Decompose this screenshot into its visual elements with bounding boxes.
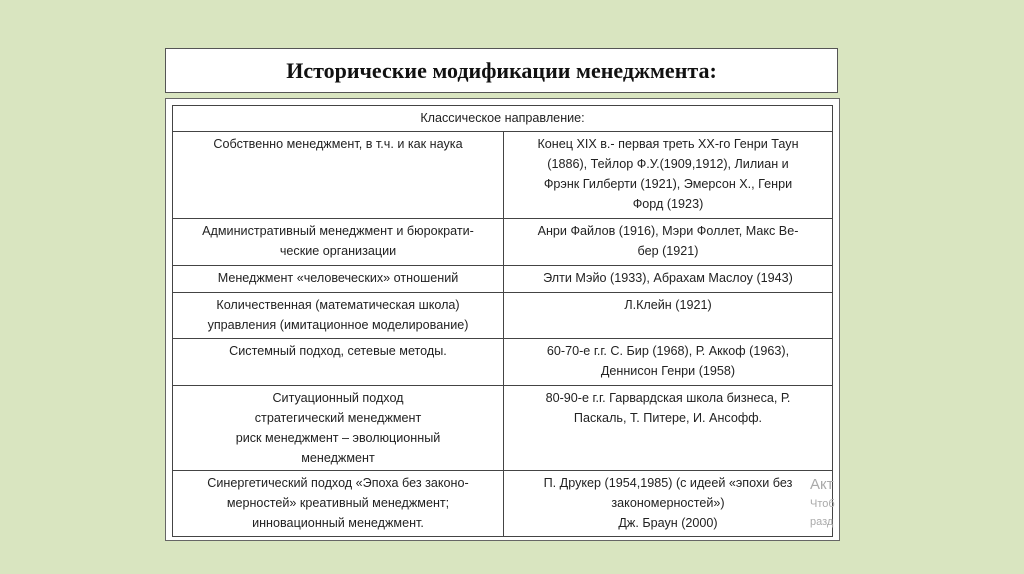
table-row [173,219,833,266]
slide-title: Исторические модификации менеджмента: [286,57,717,83]
table-container [165,98,840,541]
approach-cell: Ситуационный подход стратегический менеджмент риск менеджмент – эволюционный менеджмент [173,386,504,471]
authors-cell: П. Друкер (1954,1985) (с идеей «эпохи без закономерностей») Дж. Браун (2000) [504,471,833,537]
authors-cell: Л.Клейн (1921) [504,293,833,339]
approach-cell: Системный подход, сетевые методы. [173,339,504,386]
table-row [173,471,833,537]
approach-cell: Собственно менеджмент, в т.ч. и как наука [173,132,504,219]
table-row [173,132,833,219]
authors-cell: Конец XIX в.- первая треть XX-го Генри Таун (1886), Тейлор Ф.У.(1909,1912), Лилиан и Фрэнк Гилберти (1921), Эмерсон Х., Генри Форд (1923) [504,132,833,219]
approach-cell: Количественная (математическая школа) управления (имитационное моделирование) [173,293,504,339]
watermark-line: разд [810,516,834,528]
authors-cell: Элти Мэйо (1933), Абрахам Маслоу (1943) [504,266,833,293]
table-row [173,386,833,471]
history-table [172,105,833,537]
table-header-row [173,106,833,132]
approach-cell: Менеджмент «человеческих» отношений [173,266,504,293]
table-row [173,339,833,386]
table-row [173,266,833,293]
authors-cell: 60-70-е г.г. С. Бир (1968), Р. Аккоф (1963), Деннисон Генри (1958) [504,339,833,386]
approach-cell: Синергетический подход «Эпоха без законо- мерностей» креативный менеджмент; инновационный менеджмент. [173,471,504,537]
activation-watermark [810,476,835,531]
authors-cell: 80-90-е г.г. Гарвардская школа бизнеса, Р. Паскаль, Т. Питере, И. Ансофф. [504,386,833,471]
watermark-line: Чтоб [810,498,835,510]
table-header: Классическое направление: [173,106,833,132]
table-row [173,293,833,339]
authors-cell: Анри Файлов (1916), Мэри Фоллет, Макс Ве- бер (1921) [504,219,833,266]
watermark-line: Акт [810,476,834,493]
title-box [165,48,838,93]
approach-cell: Административный менеджмент и бюрократи- ческие организации [173,219,504,266]
